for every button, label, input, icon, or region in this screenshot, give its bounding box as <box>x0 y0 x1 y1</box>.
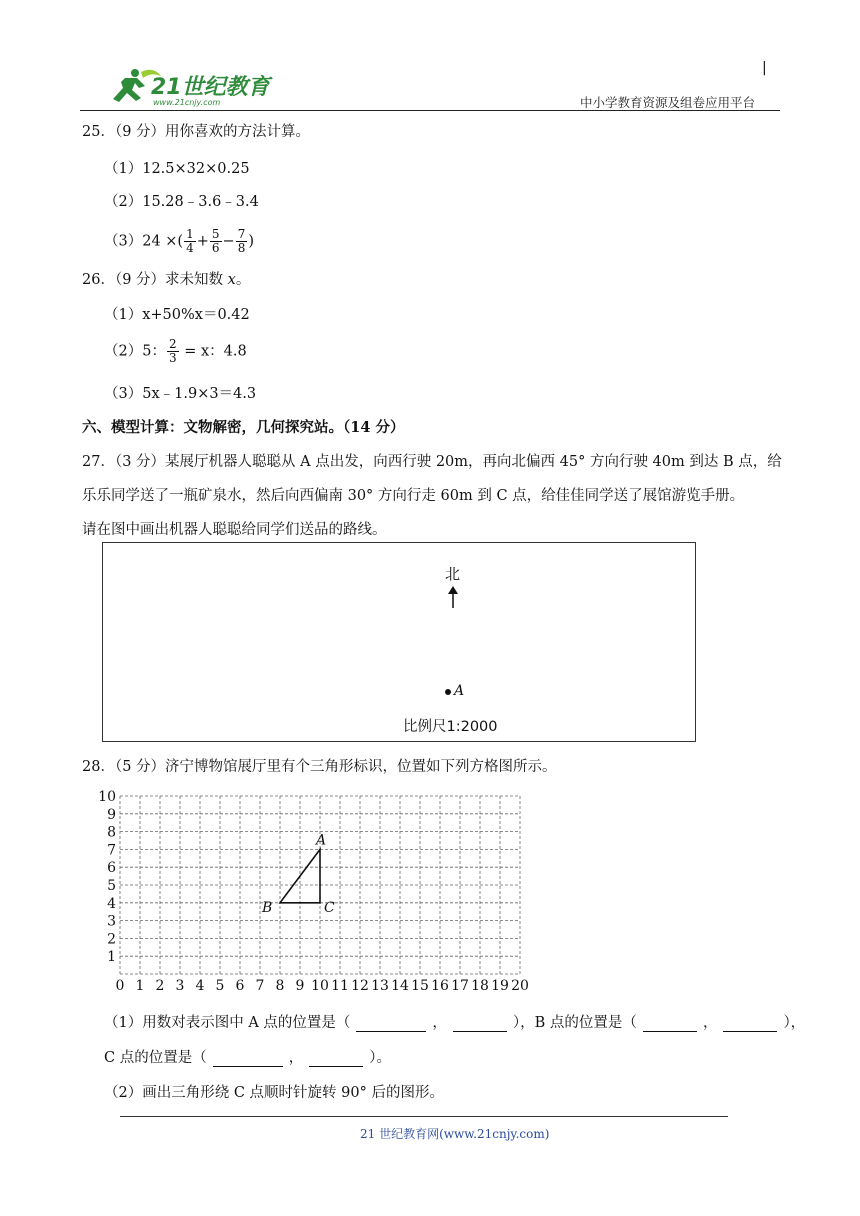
page-marker: | <box>762 60 767 76</box>
direction-map <box>102 542 696 742</box>
x-tick-label: 3 <box>175 978 185 994</box>
x-tick-label: 9 <box>295 978 305 994</box>
answer-blank[interactable] <box>643 1017 697 1032</box>
q27-line2: 乐乐同学送了一瓶矿泉水，然后向西偏南 30° 方向行走 60m 到 C 点，给佳佳同学送了展馆游览手册。 <box>82 488 745 504</box>
fraction: $\frac{7}{8}$ <box>237 227 246 255</box>
scale-label: 比例尺1:2000 <box>403 719 498 735</box>
x-tick-label: 18 <box>471 978 489 994</box>
x-tick-label: 2 <box>155 978 165 994</box>
answer-blank[interactable] <box>453 1017 507 1032</box>
vertex-label-c: C <box>324 899 335 916</box>
x-tick-label: 7 <box>255 978 265 994</box>
x-tick-label: 12 <box>351 978 369 994</box>
q28-sub2: （2）画出三角形绕 C 点顺时针旋转 90° 后的图形。 <box>104 1085 444 1101</box>
x-tick-label: 8 <box>275 978 285 994</box>
q26-item1: （1）x+50%x＝0.42 <box>104 307 250 323</box>
y-tick-label: 2 <box>107 931 116 948</box>
section-6-title: 六、模型计算：文物解密，几何探究站。（14 分） <box>82 419 405 436</box>
q26-item2: （2）5： $\frac{2}{3}$ = x：4.8 <box>104 337 247 365</box>
logo-url: www.21cnjy.com <box>153 98 221 107</box>
y-tick-label: 4 <box>107 895 116 912</box>
q26-title: 26．（9 分）求未知数 x。 <box>82 272 251 288</box>
point-a-dot <box>445 689 451 695</box>
north-arrow-icon <box>445 585 461 609</box>
site-logo <box>105 64 295 108</box>
q25-item1: （1）12.5×32×0.25 <box>104 161 250 177</box>
x-tick-label: 16 <box>431 978 449 994</box>
x-tick-label: 0 <box>115 978 125 994</box>
answer-blank[interactable] <box>723 1017 777 1032</box>
footer-text: 21 世纪教育网(www.21cnjy.com) <box>360 1127 550 1141</box>
x-tick-label: 20 <box>511 978 529 994</box>
x-tick-label: 6 <box>235 978 245 994</box>
x-tick-label: 14 <box>391 978 409 994</box>
q25-item2: （2）15.28﹣3.6﹣3.4 <box>104 194 259 210</box>
vertex-label-b: B <box>262 899 273 916</box>
x-tick-label: 13 <box>371 978 389 994</box>
q28-title: 28．（5 分）济宁博物馆展厅里有个三角形标识，位置如下列方格图所示。 <box>82 759 557 775</box>
y-tick-label: 9 <box>107 806 116 823</box>
logo-text: 21世纪教育 <box>151 75 270 100</box>
q27-line3: 请在图中画出机器人聪聪给同学们送品的路线。 <box>82 522 387 538</box>
x-tick-label: 1 <box>135 978 145 994</box>
q26-item3: （3）5x﹣1.9×3＝4.3 <box>104 386 257 402</box>
q28-sub1-line1: （1）用数对表示图中 A 点的位置是（ ， ），B 点的位置是（ ， ）， <box>104 1015 806 1031</box>
answer-blank[interactable] <box>309 1052 363 1067</box>
x-tick-label: 15 <box>411 978 429 994</box>
footer-rule <box>120 1116 728 1117</box>
y-tick-label: 8 <box>107 824 116 841</box>
q25-item3: （3）24 ×( $\frac{1}{4}$ + $\frac{5}{6}$ − $\frac{7}{8}$ ) <box>104 227 254 255</box>
fraction: $\frac{1}{4}$ <box>186 227 194 255</box>
x-tick-label: 4 <box>195 978 205 994</box>
answer-blank[interactable] <box>356 1017 426 1032</box>
x-tick-label: 11 <box>331 978 349 994</box>
header-rule <box>80 110 780 111</box>
y-tick-label: 5 <box>107 878 116 894</box>
q25-title: 25．（9 分）用你喜欢的方法计算。 <box>82 124 311 140</box>
y-tick-label: 10 <box>98 789 116 805</box>
fraction: $\frac{2}{3}$ <box>168 337 177 365</box>
answer-blank[interactable] <box>213 1052 283 1067</box>
vertex-label-a: A <box>316 832 327 849</box>
y-tick-label: 7 <box>107 842 116 859</box>
point-a-label: A <box>454 683 465 699</box>
q27-line1: 27．（3 分）某展厅机器人聪聪从 A 点出发，向西行驶 20m，再向北偏西 45° 方向行驶 40m 到达 B 点，给 <box>82 454 782 470</box>
y-tick-label: 6 <box>107 860 116 877</box>
y-tick-label: 3 <box>107 913 116 930</box>
coordinate-grid <box>95 784 540 999</box>
fraction: $\frac{5}{6}$ <box>211 227 220 255</box>
platform-name: 中小学教育资源及组卷应用平台 <box>580 95 756 110</box>
y-tick-label: 1 <box>107 949 116 966</box>
q28-sub1-line2: C 点的位置是（ ， ）。 <box>104 1050 391 1066</box>
north-label: 北 <box>445 565 461 583</box>
x-tick-label: 10 <box>311 978 329 994</box>
x-tick-label: 5 <box>215 978 225 994</box>
x-tick-label: 17 <box>451 978 469 994</box>
x-tick-label: 19 <box>491 978 509 994</box>
